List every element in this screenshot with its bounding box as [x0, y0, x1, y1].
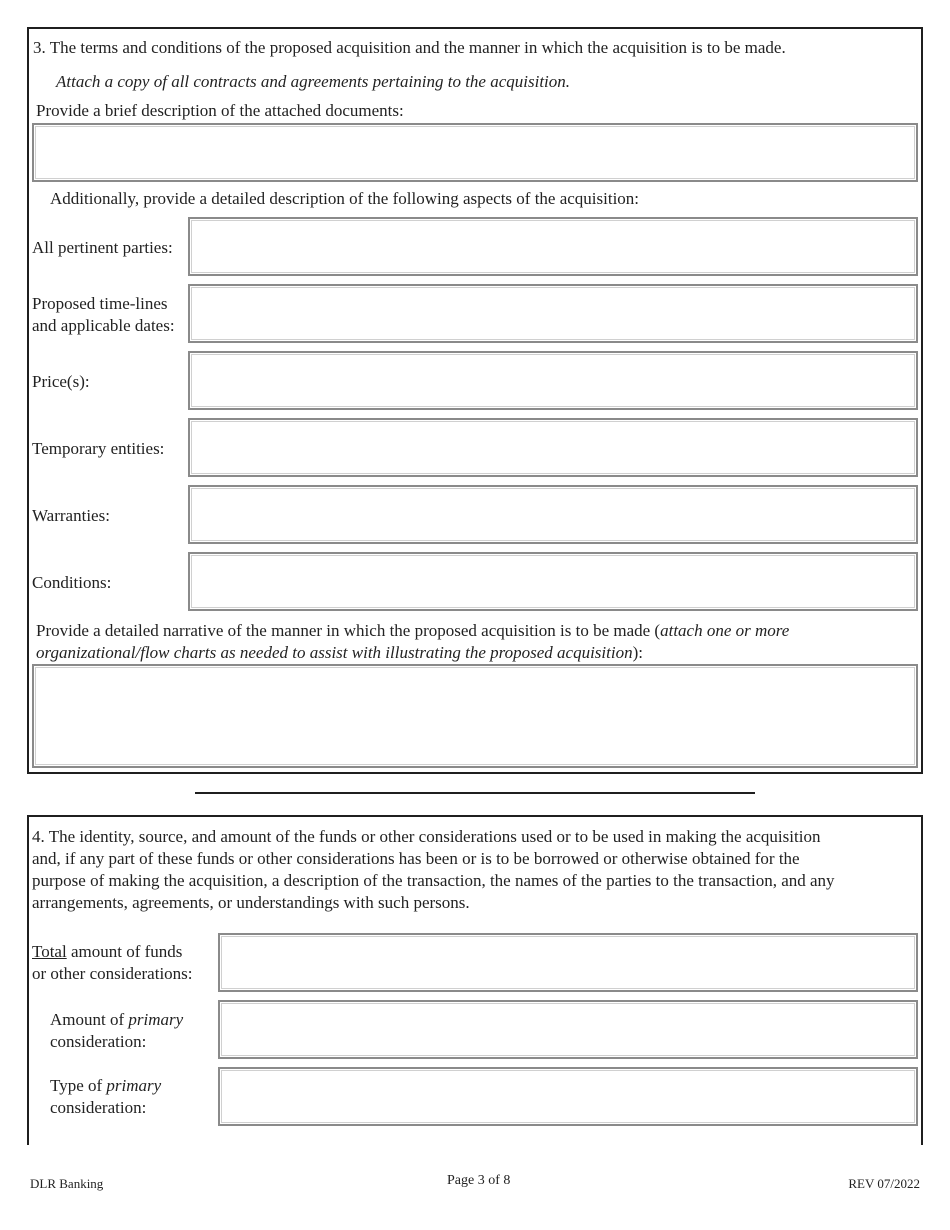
amount-primary-label-line-2: consideration:	[50, 1032, 147, 1051]
narrative-label-line-1: Provide a detailed narrative of the manner in which the proposed acquisition is to be made (attach one or more	[36, 621, 790, 640]
brief-description-field[interactable]	[32, 123, 918, 182]
warranties-field[interactable]	[188, 485, 918, 544]
brief-description-label: Provide a brief description of the attached documents:	[36, 101, 404, 120]
conditions-field[interactable]	[188, 552, 918, 611]
type-primary-label-line-1: Type of primary	[50, 1076, 162, 1095]
narrative-label-line-2: organizational/flow charts as needed to assist with illustrating the proposed acquisition):	[36, 643, 643, 662]
footer-page-number: Page 3 of 8	[447, 1173, 511, 1188]
conditions-label: Conditions:	[32, 573, 112, 592]
timelines-field[interactable]	[188, 284, 918, 343]
section-4-heading-line-4: arrangements, agreements, or understandings with such persons.	[32, 893, 470, 912]
amount-primary-field[interactable]	[218, 1000, 918, 1059]
total-amount-label-line-2: or other considerations:	[32, 964, 193, 983]
section-4-heading-line-1: 4. The identity, source, and amount of the funds or other considerations used or to be used in making the acquisition	[32, 827, 821, 846]
prices-label: Price(s):	[32, 372, 90, 391]
timelines-label-line-1: Proposed time-lines	[32, 294, 168, 313]
footer-left: DLR Banking	[30, 1176, 104, 1191]
temporary-entities-label: Temporary entities:	[32, 439, 165, 458]
type-primary-label-line-2: consideration:	[50, 1098, 147, 1117]
temporary-entities-field[interactable]	[188, 418, 918, 477]
prices-field[interactable]	[188, 351, 918, 410]
type-primary-field[interactable]	[218, 1067, 918, 1126]
attach-note: Attach a copy of all contracts and agreements pertaining to the acquisition.	[56, 72, 571, 91]
narrative-field[interactable]	[32, 664, 918, 768]
pertinent-parties-field[interactable]	[188, 217, 918, 276]
total-amount-label-line-1: Total amount of funds	[32, 942, 183, 961]
additionally-label: Additionally, provide a detailed description of the following aspects of the acquisition:	[50, 189, 640, 208]
section-4-heading-line-3: purpose of making the acquisition, a description of the transaction, the names of the parties to the transaction, and any	[32, 871, 835, 890]
footer-revision: REV 07/2022	[848, 1176, 920, 1191]
amount-primary-label-line-1: Amount of primary	[50, 1010, 184, 1029]
section-divider	[195, 792, 755, 794]
warranties-label: Warranties:	[32, 506, 110, 525]
timelines-label-line-2: and applicable dates:	[32, 316, 175, 335]
section-4-heading-line-2: and, if any part of these funds or other considerations has been or is to be borrowed or otherwise obtained for the	[32, 849, 800, 868]
section-3-heading: 3. The terms and conditions of the proposed acquisition and the manner in which the acquisition is to be made.	[33, 38, 786, 57]
total-amount-field[interactable]	[218, 933, 918, 992]
pertinent-parties-label: All pertinent parties:	[32, 238, 173, 257]
